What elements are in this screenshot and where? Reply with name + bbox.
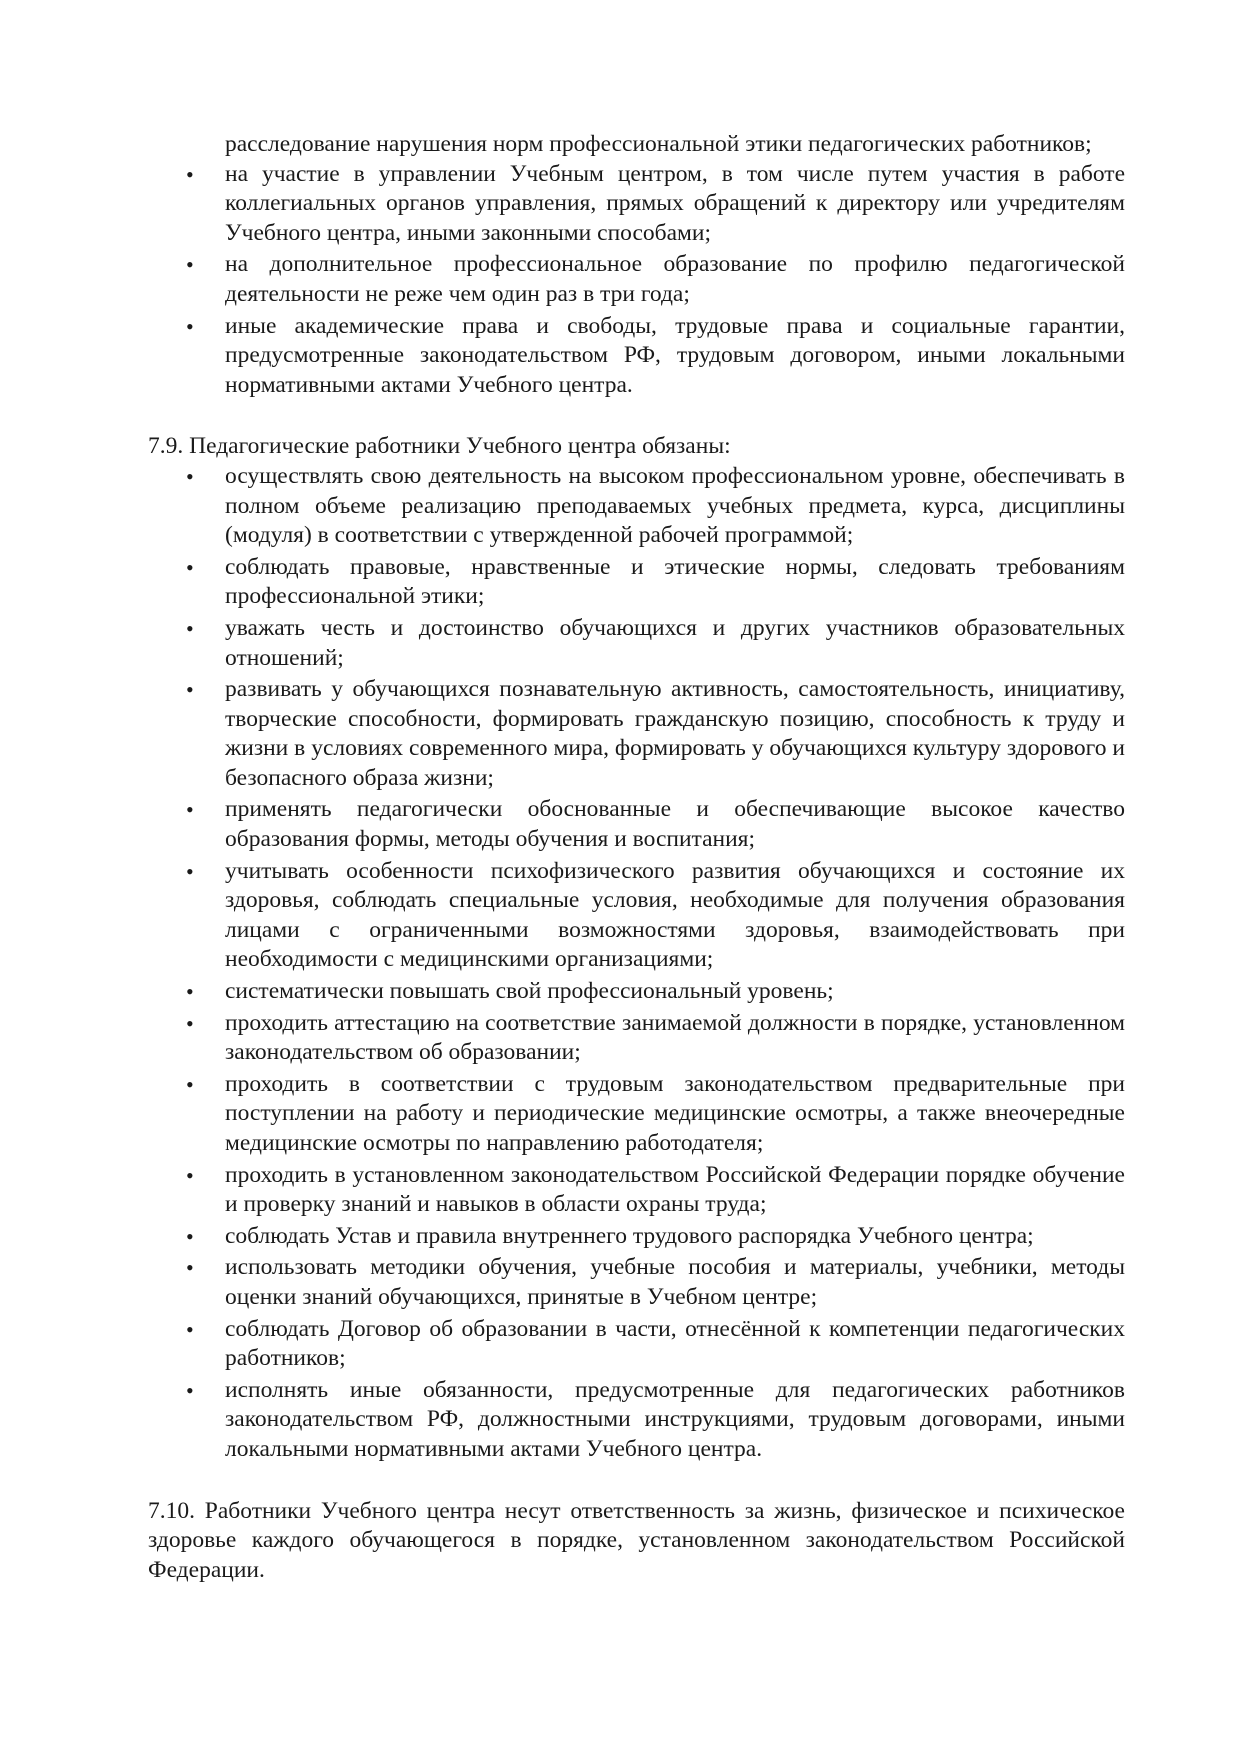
bullet-icon: • bbox=[186, 797, 194, 823]
bullet-icon: • bbox=[186, 161, 194, 187]
list-item bbox=[148, 675, 1125, 793]
list-item bbox=[148, 1222, 1125, 1252]
list-item bbox=[148, 160, 1125, 249]
section-heading: 7.9. Педагогические работники Учебного центра обязаны: bbox=[148, 433, 731, 460]
list-item bbox=[148, 553, 1125, 612]
list-item bbox=[148, 1161, 1125, 1220]
bullet-icon: • bbox=[186, 252, 194, 278]
bullet-icon: • bbox=[186, 463, 194, 489]
paragraph-gap bbox=[148, 402, 1125, 432]
list-item-text: проходить в установленном законодательством Российской Федерации порядке обучение и проверку знаний и навыков в области охраны труда; bbox=[225, 1161, 1125, 1218]
list-item bbox=[148, 795, 1125, 854]
document-page bbox=[148, 130, 1125, 1585]
rights-list bbox=[148, 160, 1125, 401]
bullet-icon: • bbox=[186, 615, 194, 641]
list-item bbox=[148, 1070, 1125, 1159]
list-item-text: соблюдать Договор об образовании в части, отнесённой к компетенции педагогических работников; bbox=[225, 1315, 1125, 1372]
list-item-text: иные академические права и свободы, трудовые права и социальные гарантии, предусмотренные законодательством РФ, трудовым договором, иными локальными нормативными актами Учебного центра. bbox=[225, 312, 1125, 398]
bullet-icon: • bbox=[186, 313, 194, 339]
list-item bbox=[148, 312, 1125, 401]
duties-list bbox=[148, 462, 1125, 1465]
list-item bbox=[148, 1253, 1125, 1312]
bullet-icon: • bbox=[186, 1071, 194, 1097]
list-item-text: осуществлять свою деятельность на высоком профессиональном уровне, обеспечивать в полном объеме реализацию преподаваемых учебных предмета, курса, дисциплины (модуля) в соответствии с утвержденной рабочей программой; bbox=[225, 462, 1125, 549]
list-item bbox=[148, 250, 1125, 309]
list-item bbox=[148, 1009, 1125, 1068]
bullet-icon: • bbox=[186, 1162, 194, 1188]
bullet-icon: • bbox=[186, 1316, 194, 1342]
bullet-icon: • bbox=[186, 1010, 194, 1036]
bullet-icon: • bbox=[186, 677, 194, 703]
list-item-text: уважать честь и достоинство обучающихся и других участников образовательных отношений; bbox=[225, 614, 1125, 671]
list-item-text: учитывать особенности психофизического развития обучающихся и состояние их здоровья, соблюдать специальные условия, необходимые для получения образования лицами с ограниченными возможностями здоровья, взаимодействовать при необходимости с медицинскими организациями; bbox=[225, 857, 1125, 973]
list-item bbox=[148, 462, 1125, 551]
list-item-text: использовать методики обучения, учебные пособия и материалы, учебники, методы оценки знаний обучающихся, принятые в Учебном центре; bbox=[225, 1254, 1125, 1310]
list-item-text: развивать у обучающихся познавательную активность, самостоятельность, инициативу, творческие способности, формировать гражданскую позицию, способность к труду и жизни в условиях современного мира, формировать у обучающихся культуру здорового и безопасного образа жизни; bbox=[225, 676, 1125, 791]
list-item bbox=[148, 614, 1125, 673]
paragraph-gap bbox=[148, 1467, 1125, 1497]
list-item-text: проходить в соответствии с трудовым законодательством предварительные при поступлении на работу и периодические медицинские осмотры, а также внеочередные медицинские осмотры по направлению работодателя; bbox=[225, 1070, 1125, 1156]
bullet-icon: • bbox=[186, 858, 194, 884]
list-item bbox=[148, 977, 1125, 1007]
list-item-text: исполнять иные обязанности, предусмотренные для педагогических работников законодательством РФ, должностными инструкциями, трудовым договорами, иными локальными нормативными актами Учебного центра. bbox=[225, 1376, 1125, 1462]
list-continuation-text: расследование нарушения норм профессиональной этики педагогических работников; bbox=[225, 131, 1092, 157]
bullet-icon: • bbox=[186, 1255, 194, 1281]
list-item bbox=[148, 857, 1125, 975]
list-item bbox=[148, 1376, 1125, 1465]
bullet-icon: • bbox=[186, 1377, 194, 1403]
bullet-icon: • bbox=[186, 554, 194, 580]
list-item bbox=[148, 1315, 1125, 1374]
list-item-text: на дополнительное профессиональное образование по профилю педагогической деятельности не реже чем один раз в три года; bbox=[225, 251, 1125, 307]
list-item-text: соблюдать правовые, нравственные и этические нормы, следовать требованиям профессиональной этики; bbox=[225, 553, 1125, 610]
list-item-text: соблюдать Устав и правила внутреннего трудового распорядка Учебного центра; bbox=[225, 1222, 1034, 1249]
bullet-icon: • bbox=[186, 979, 194, 1005]
list-item-text: проходить аттестацию на соответствие занимаемой должности в порядке, установленном законодательством об образовании; bbox=[225, 1009, 1125, 1066]
list-item-text: на участие в управлении Учебным центром, в том числе путем участия в работе коллегиальных органов управления, прямых обращений к директору или учредителям Учебного центра, иными законными способами; bbox=[225, 160, 1125, 246]
section-paragraph: 7.10. Работники Учебного центра несут ответственность за жизнь, физическое и психическое здоровье каждого обучающегося в порядке, установленном законодательством Российской Федерации. bbox=[148, 1497, 1125, 1583]
list-item-text: применять педагогически обоснованные и обеспечивающие высокое качество образования формы, методы обучения и воспитания; bbox=[225, 796, 1125, 853]
bullet-icon: • bbox=[186, 1223, 194, 1249]
list-item-text: систематически повышать свой профессиональный уровень; bbox=[225, 978, 834, 1005]
